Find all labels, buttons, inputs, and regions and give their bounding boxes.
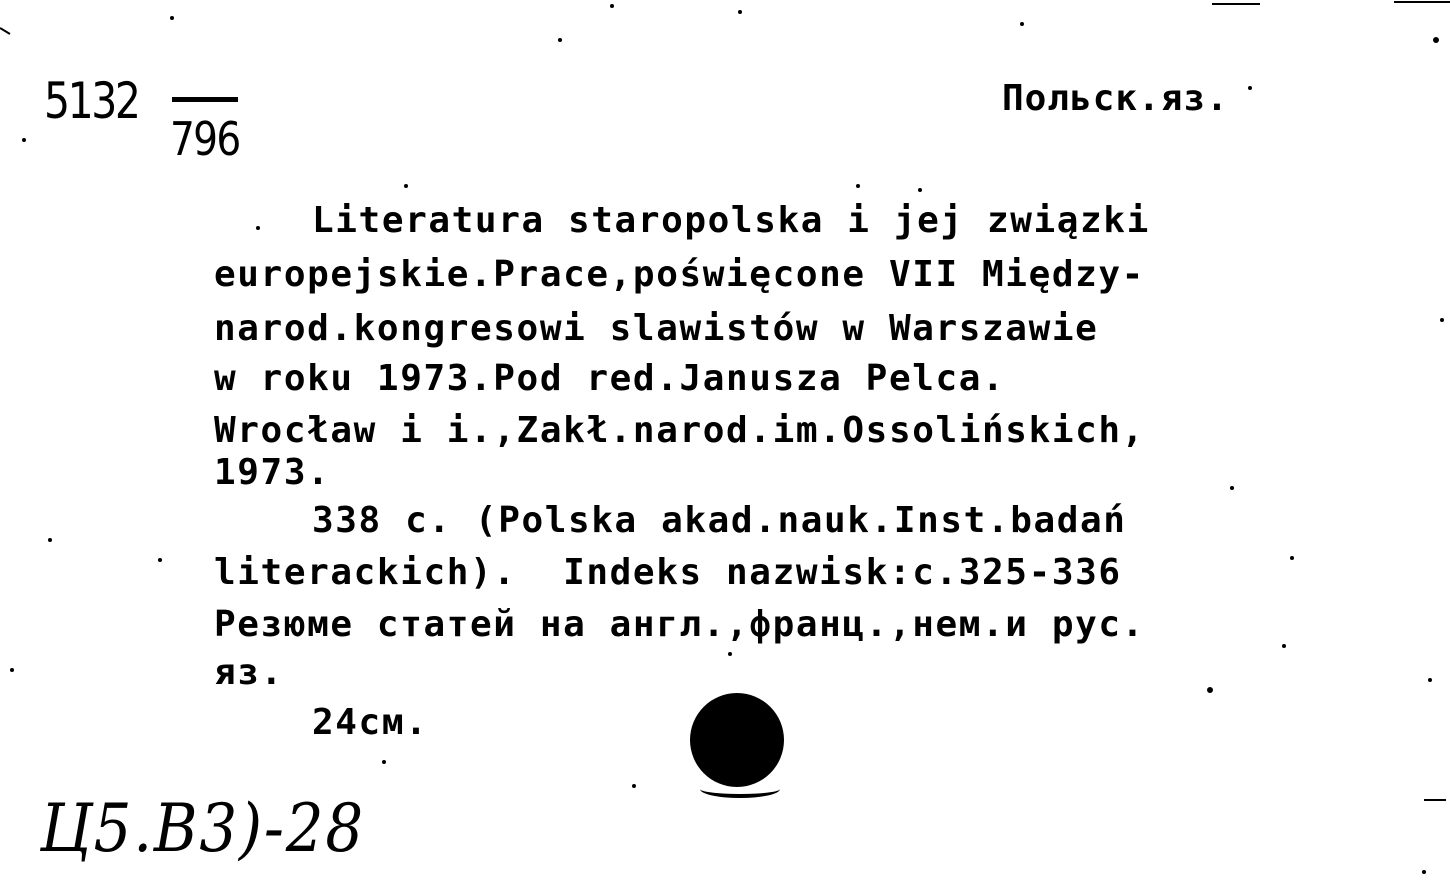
body-line: w roku 1973.Pod red.Janusza Pelca. (214, 358, 1006, 399)
punch-hole-edge (700, 780, 780, 798)
body-line: narod.kongresowi slawistów w Warszawie (214, 308, 1099, 349)
inventory-number: Ц5.В3)-28 (40, 790, 365, 867)
body-line: literackich). Indeks nazwisk:c.325-336 (214, 552, 1122, 593)
body-line: europejskie.Prace,poświęcone VII Między- (214, 254, 1145, 295)
call-number-divider (172, 97, 238, 102)
punch-hole (690, 693, 784, 787)
body-line: яз. (214, 652, 284, 693)
subject-heading: Польск.яз. (1002, 78, 1229, 119)
body-line: Резюме статей на англ.,франц.,нем.и рус. (214, 604, 1145, 645)
body-line: Literatura staropolska i jej związki (312, 200, 1150, 241)
body-line: 1973. (214, 452, 331, 493)
call-number-sub: 796 (170, 112, 240, 166)
body-line: 24см. (312, 702, 429, 743)
call-number: 5132 (44, 72, 139, 130)
body-line: Wrocław i i.,Zakł.narod.im.Ossolińskich, (214, 410, 1145, 451)
body-line: 338 c. (Polska akad.nauk.Inst.badań (312, 500, 1127, 541)
